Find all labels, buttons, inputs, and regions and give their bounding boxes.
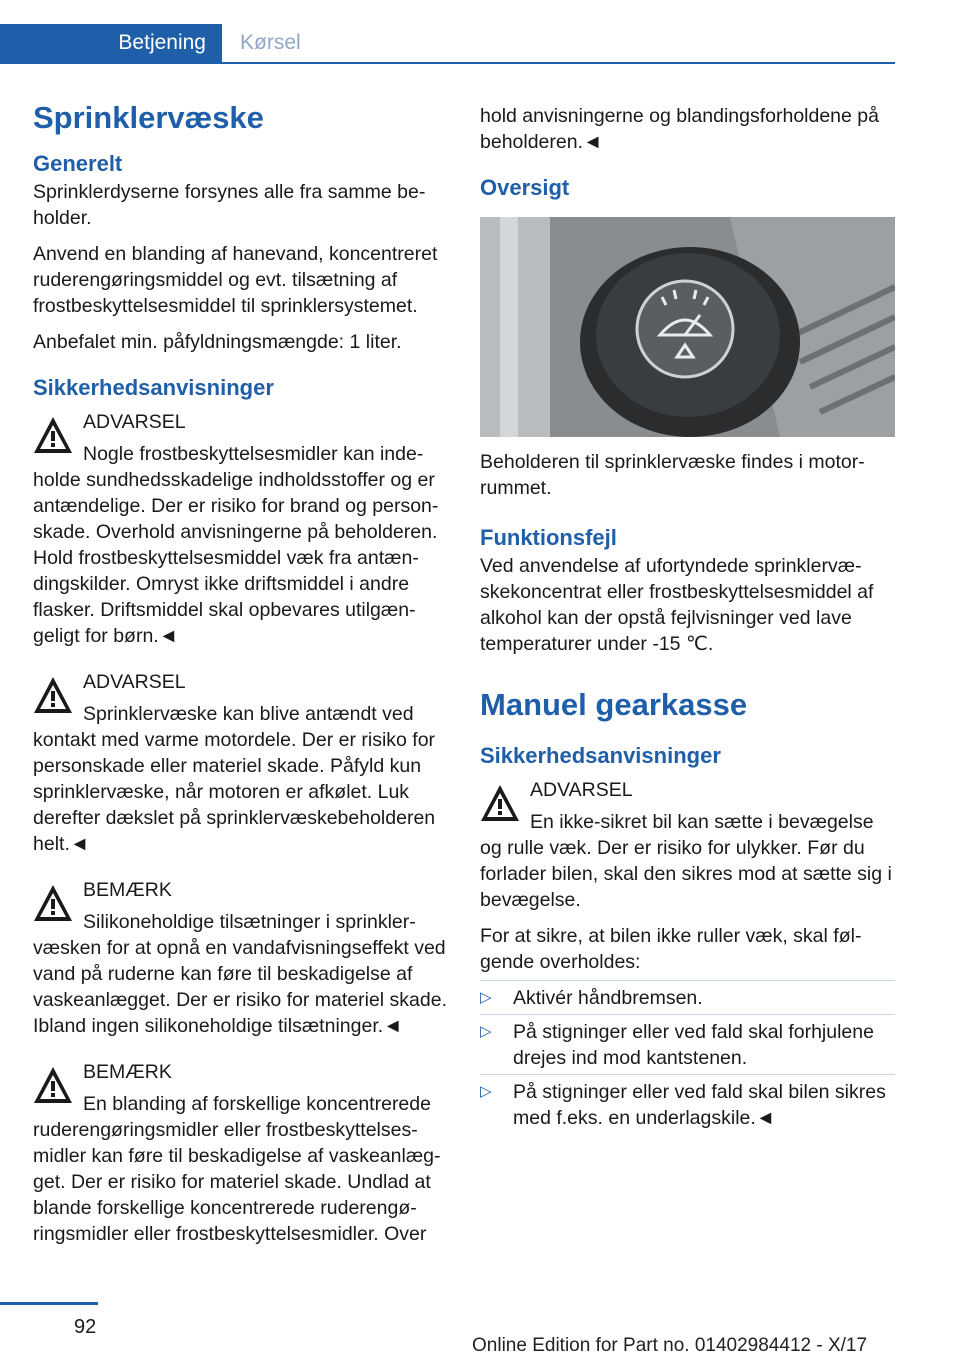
warning-4-title: BEMÆRK (83, 1061, 172, 1083)
heading-generelt: Generelt (33, 151, 123, 176)
left-column (33, 95, 448, 1247)
chapter-tabbar (0, 24, 895, 64)
generelt-paragraph-1: Sprinklerdyserne forsynes alle fra samme beholder. (33, 181, 426, 229)
footer-edition: Online Edition for Part no. 01402984412 - X/17 (472, 1335, 868, 1356)
warning-2-text: Sprinklervæske kan blive antændt ved kontakt med varme motordele. Der er risiko for personskade eller materiel skade. Påfyld kun sprinklervæske, når motoren er afkølet. Luk derefter dækslet på sprinklervæskebeholderen helt.◄ (33, 703, 436, 855)
warning-triangle-icon (33, 883, 73, 923)
footer-accent-line (0, 1302, 98, 1305)
heading-oversigt: Oversigt (480, 175, 570, 200)
heading-gear-sikkerhedsanvisninger: Sikkerhedsanvisninger (480, 743, 721, 768)
list-item (480, 1019, 895, 1071)
warning-block-2 (33, 669, 448, 857)
bullet-triangle-icon: ▷ (480, 989, 492, 1006)
generelt-paragraph-3: Anbefalet min. påfyldningsmængde: 1 liter. (33, 331, 402, 353)
step-text: Aktivér håndbremsen. (513, 987, 703, 1009)
gear-step-list (480, 985, 895, 1131)
tab-betjening-label: Betjening (118, 31, 206, 54)
photo-caption: Beholderen til sprinklervæske findes i motorrummet. (480, 451, 865, 499)
bullet-triangle-icon: ▷ (480, 1023, 492, 1040)
warning-5-title: ADVARSEL (530, 779, 633, 801)
section-title-manuel-gearkasse: Manuel gearkasse (480, 687, 748, 722)
heading-funktionsfejl: Funktionsfejl (480, 525, 617, 550)
right-column (480, 95, 895, 1139)
warning-1-text: Nogle frostbeskyttelsesmidler kan indeholde sundhedsskadelige indholdsstoffer og er antændelige. Der er risiko for brand og personskade. Overhold anvisningerne på beholderen. Hold frostbeskyttelsesmiddel væk fra antændingskilder. Omryst ikke driftsmiddel i andre flasker. Driftsmiddel skal opbevares utilgængeligt for børn.◄ (33, 443, 439, 647)
tab-betjening[interactable] (0, 24, 222, 62)
warning-block-4 (33, 1059, 448, 1247)
section-title-sprinklervaeske: Sprinklervæske (33, 100, 264, 135)
list-item (480, 1079, 895, 1131)
warning-block-5 (480, 777, 895, 913)
continued-paragraph: hold anvisningerne og blandingsforholdene på beholderen.◄ (480, 105, 879, 153)
step-text: På stigninger eller ved fald skal bilen sikres med f.eks. en underlagskile.◄ (513, 1081, 886, 1129)
bullet-triangle-icon: ▷ (480, 1083, 492, 1100)
warning-triangle-icon (33, 1065, 73, 1105)
washer-reservoir-image (480, 217, 895, 437)
warning-triangle-icon (480, 783, 520, 823)
warning-3-title: BEMÆRK (83, 879, 172, 901)
tab-korsel[interactable]: Kørsel (240, 31, 301, 54)
warning-triangle-icon (33, 675, 73, 715)
page-number: 92 (74, 1316, 97, 1338)
warning-2-title: ADVARSEL (83, 671, 186, 693)
washer-reservoir-photo (480, 217, 895, 437)
warning-block-1 (33, 409, 448, 649)
warning-triangle-icon (33, 415, 73, 455)
warning-3-text: Silikoneholdige tilsætninger i sprinklervæsken for at opnå en vandafvisningseffekt ved vand på ruderne kan føre til beskadigelse af vaskeanlægget. Der er risiko for materiel skade. Ibland ingen silikoneholdige tilsætninger.◄ (33, 911, 448, 1037)
warning-1-title: ADVARSEL (83, 411, 186, 433)
warning-5-text: En ikke-sikret bil kan sætte i bevægelse og rulle væk. Der er risiko for ulykker. Før du forlader bilen, skal den sikres mod at sætte sig i bevægelse. (480, 811, 892, 911)
step-text: På stigninger eller ved fald skal forhjulene drejes ind mod kantstenen. (513, 1021, 874, 1069)
gear-intro-paragraph: For at sikre, at bilen ikke ruller væk, skal følgende overholdes: (480, 925, 862, 973)
warning-4-text: En blanding af forskellige koncentrerede ruderengøringsmidler eller frostbeskyttelsesmidler kan føre til beskadigelse af vaskeanlægget. Der er risiko for materiel skade. Undlad at blande forskellige koncentrerede ruderengøringsmidler eller frostbeskyttelsesmidler. Over (33, 1093, 441, 1245)
warning-block-3 (33, 877, 448, 1039)
funktionsfejl-paragraph: Ved anvendelse af ufortyndede sprinklervæskekoncentrat eller frostbeskyttelsesmiddel af alkohol kan der opstå fejlvisninger ved lave temperaturer under -15 ℃. (480, 555, 874, 655)
generelt-paragraph-2: Anvend en blanding af hanevand, koncentreret ruderengøringsmiddel og evt. tilsætning af frostbeskyttelsesmiddel til sprinklersystemet. (33, 243, 438, 317)
list-item (480, 985, 895, 1011)
heading-sikkerhedsanvisninger: Sikkerhedsanvisninger (33, 375, 274, 400)
